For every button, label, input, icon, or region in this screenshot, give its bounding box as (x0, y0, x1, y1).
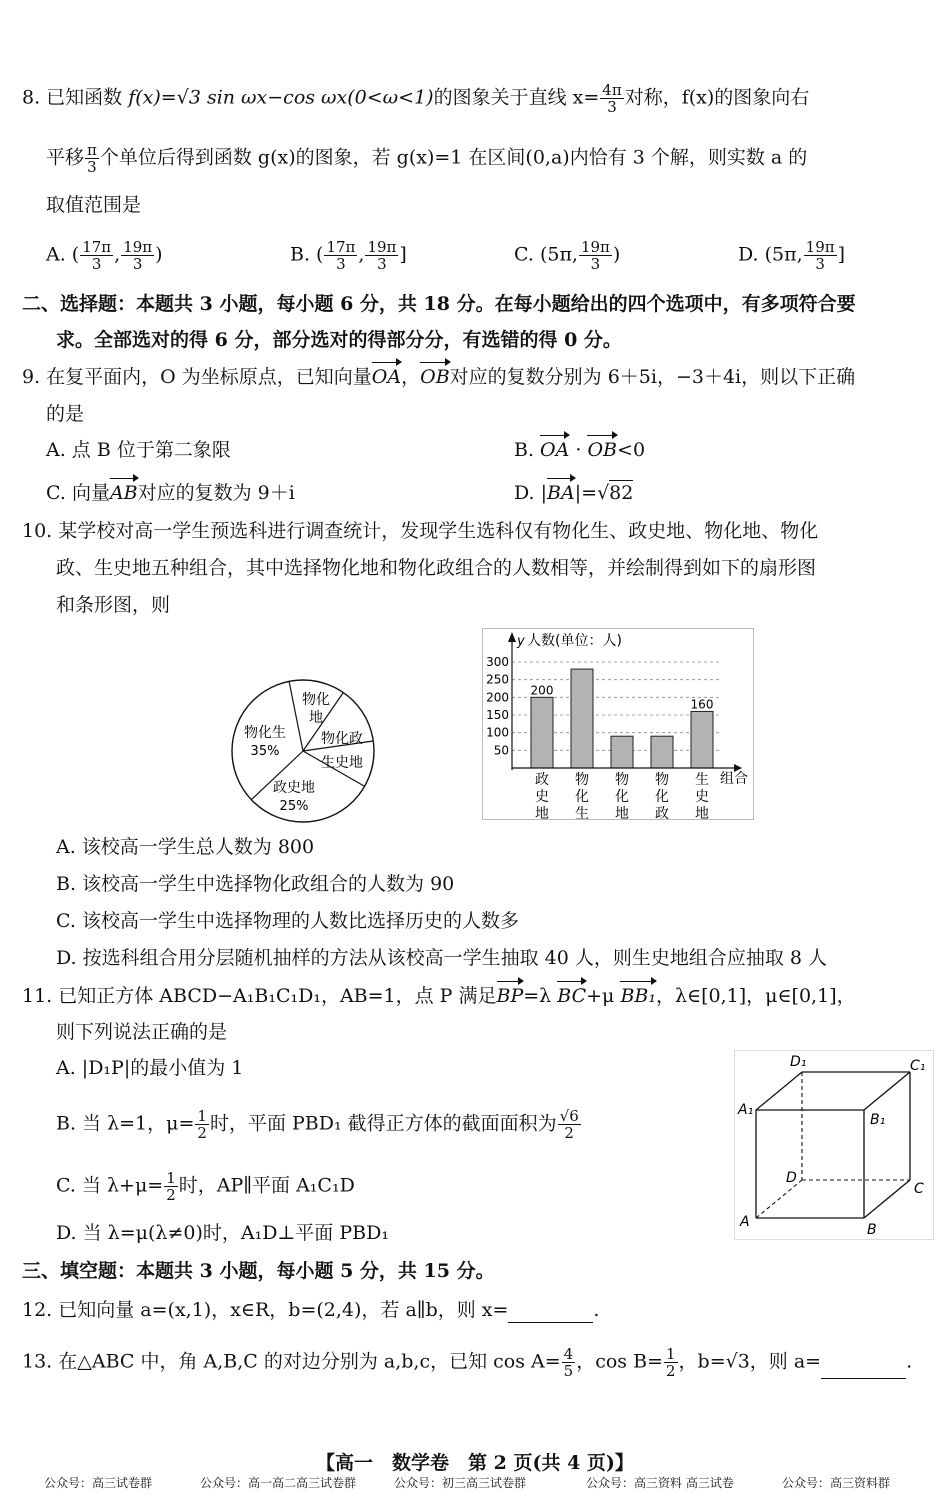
q8-text: 平移 (46, 146, 85, 169)
option-text: C. 当 λ+μ= (56, 1174, 164, 1197)
q8-text: 8. 已知函数 (22, 86, 129, 109)
q11-option-c[interactable] (56, 1170, 355, 1203)
chart-title: 人数(单位：人) (527, 633, 622, 649)
q9-option-d[interactable]: D. |BA|=√82 (514, 482, 634, 504)
q9-line2: 的是 (46, 403, 85, 425)
vertex-label: D₁ (790, 1054, 807, 1070)
vertex-label: A₁ (738, 1102, 754, 1118)
footer-ad: 公众号：高三资料群 (782, 1476, 891, 1490)
option-label: A. ( (46, 243, 80, 266)
fraction-den: 3 (590, 255, 601, 273)
vector-bb1: BB₁ (620, 985, 656, 1007)
fraction (324, 239, 357, 272)
pie-label: 政史地 (273, 780, 315, 796)
q10-option-b[interactable]: B. 该校高一学生中选择物化政组合的人数为 90 (56, 873, 455, 895)
fraction-num: π (87, 141, 97, 159)
fraction-num: 17π (326, 238, 356, 256)
bar (571, 669, 593, 768)
y-tick-label: 300 (486, 655, 509, 669)
q11-option-b[interactable] (56, 1108, 582, 1141)
fraction-den: 3 (91, 255, 102, 273)
pie-chart (228, 676, 378, 826)
q13-text: . (906, 1350, 913, 1373)
fraction-den: 3 (87, 158, 97, 176)
q10-line2: 政、生史地五种组合，其中选择物化地和物化政组合的人数相等，并绘制得到如下的扇形图 (56, 557, 817, 579)
vertex-label: B₁ (870, 1112, 886, 1128)
q8-text: 对称，f(x)的图象向右 (624, 86, 810, 109)
pie-label: 物化生 (244, 725, 286, 741)
option-text: |= (574, 482, 598, 504)
bar (611, 736, 633, 768)
q8-axis-fraction (600, 82, 623, 115)
q8-function: f(x)=√3 sin ωx−cos ωx(0<ω<1) (128, 86, 434, 109)
q11-option-a[interactable]: A. |D₁P|的最小值为 1 (56, 1057, 244, 1079)
q8-text: 个单位后得到函数 g(x)的图象，若 g(x)=1 在区间(0,a)内恰有 3 个解，则实数 a 的 (99, 146, 808, 169)
x-tick-label: 物化地 (615, 772, 629, 820)
fraction (664, 1346, 678, 1379)
fraction-num: 19π (805, 238, 835, 256)
fraction-num: 1 (665, 1345, 676, 1363)
pie-label: 物化政 (321, 731, 363, 747)
q12-answer-blank[interactable] (508, 1304, 593, 1323)
q9-option-b[interactable]: B. OA · OB<0 (514, 439, 646, 461)
q10-line3: 和条形图，则 (56, 594, 171, 616)
q9-line1: 9. 在复平面内，O 为坐标原点，已知向量OA，OB对应的复数分别为 6＋5i，−3＋4i，则以下正确 (22, 366, 856, 388)
option-label: D. | (514, 482, 548, 504)
fraction-num: 1 (197, 1107, 207, 1125)
vertex-label: C (914, 1181, 924, 1197)
fraction-num: 4 (563, 1345, 574, 1363)
q11-text: ，λ∈[0,1]，μ∈[0,1]， (656, 985, 856, 1007)
vector-bc: BC (557, 985, 587, 1007)
section3-heading: 三、填空题：本题共 3 小题，每小题 5 分，共 15 分。 (22, 1260, 495, 1282)
footer-ad: 公众号：高一高二高三试卷群 (200, 1476, 357, 1490)
q12-text: . (593, 1299, 600, 1321)
q11-line2: 则下列说法正确的是 (56, 1021, 228, 1043)
fraction-num: 19π (580, 238, 610, 256)
q10-option-c[interactable]: C. 该校高一学生中选择物理的人数比选择历史的人数多 (56, 910, 519, 932)
vector-bp: BP (496, 985, 524, 1007)
q8-text: 的图象关于直线 x= (433, 86, 600, 109)
fraction (558, 1108, 581, 1141)
option-text: <0 (617, 439, 646, 461)
section2-heading-cont: 求。全部选对的得 6 分，部分选对的得部分分，有选错的得 0 分。 (56, 329, 622, 351)
fraction-num: √6 (559, 1107, 579, 1125)
q9-option-a[interactable]: A. 点 B 位于第二象限 (46, 439, 231, 461)
q10-option-a[interactable]: A. 该校高一学生总人数为 800 (56, 836, 315, 858)
q11-line1 (22, 983, 856, 1009)
option-close: ) (155, 243, 163, 266)
q8-option-d[interactable] (738, 239, 845, 272)
sqrt-radicand: 82 (609, 482, 634, 504)
x-tick-label: 生史地 (695, 772, 709, 820)
bar (531, 697, 553, 768)
q8-option-a[interactable]: A. ( $\frac{17\pi}{3}$ , $\frac{19\pi}{3}$ ) (46, 238, 163, 273)
q10-line1: 10. 某学校对高一学生预选科进行调查统计，发现学生选科仅有物化生、政史地、物化地、物化 (22, 520, 819, 542)
vector-ab: AB (109, 482, 138, 504)
y-tick-label: 100 (486, 725, 509, 740)
fraction-num: 4π (602, 81, 622, 99)
y-tick-label: 250 (486, 672, 509, 687)
option-label: C. 向量 (46, 482, 110, 504)
vertex-label: D (786, 1170, 797, 1186)
fraction-den: 3 (336, 255, 346, 273)
q13-text: 13. 在△ABC 中，角 A,B,C 的对边分别为 a,b,c，已知 cos A= (22, 1350, 561, 1373)
pie-label: 地 (309, 710, 323, 726)
q8-option-b[interactable]: B. ( $\frac{17\pi}{3}$ , $\frac{19\pi}{3}$ ] (290, 238, 407, 273)
fraction-den: 3 (815, 255, 825, 273)
vector-oa: OA (371, 366, 402, 388)
option-label: D. (5π, (738, 243, 803, 266)
bar-chart (482, 628, 754, 820)
fraction (121, 239, 154, 272)
q8-line2 (46, 142, 807, 175)
q13-line (22, 1346, 912, 1379)
bar (651, 736, 673, 768)
chart-ylabel: y (517, 634, 525, 649)
footer-ad: 公众号：高三资料 高三试卷 (586, 1476, 734, 1490)
option-text: 时，AP∥平面 A₁C₁D (178, 1174, 355, 1197)
q11-text: 11. 已知正方体 ABCD−A₁B₁C₁D₁，AB=1，点 P 满足 (22, 985, 497, 1007)
q12-text: 12. 已知向量 a=(x,1)，x∈R，b=(2,4)，若 a∥b，则 x= (22, 1299, 509, 1321)
q13-text: ，b=√3，则 a= (678, 1350, 822, 1373)
option-label: C. (5π, (514, 243, 578, 266)
y-tick-label: 200 (486, 690, 509, 705)
x-tick-label: 政史地 (535, 772, 549, 820)
section2-heading: 二、选择题：本题共 3 小题，每小题 6 分，共 18 分。在每小题给出的四个选项中，有多项符合要 (22, 293, 856, 315)
page-footer-title: 【高一 数学卷 第 2 页(共 4 页)】 (316, 1452, 634, 1474)
footer-ad: 公众号：初三高三试卷群 (394, 1476, 527, 1490)
q9-text: 对应的复数分别为 6＋5i，−3＋4i，则以下正确 (449, 366, 856, 388)
fraction-den: 3 (132, 255, 143, 273)
vertex-label: C₁ (910, 1058, 926, 1074)
option-label: B. (514, 439, 541, 461)
pie-label: 物化 (302, 692, 330, 708)
fraction (164, 1170, 178, 1203)
fraction-den: 3 (607, 98, 617, 116)
fraction (80, 239, 113, 272)
q11-option-d[interactable]: D. 当 λ=μ(λ≠0)时，A₁D⊥平面 PBD₁ (56, 1222, 389, 1244)
x-tick-label: 物化生 (575, 772, 589, 820)
option-text: 对应的复数为 9＋i (137, 482, 295, 504)
q12-line (22, 1297, 599, 1323)
q8-shift-fraction (85, 142, 99, 175)
q8-option-c[interactable] (514, 239, 620, 272)
q11-text: +μ (586, 985, 615, 1007)
q9-option-c[interactable] (46, 480, 295, 506)
chart-xlabel: 组合 (720, 771, 748, 787)
vertex-label: B (867, 1222, 877, 1238)
vector-ba: BA (547, 482, 575, 504)
option-text: B. 当 λ=1，μ= (56, 1112, 195, 1135)
y-tick-label: 50 (493, 743, 509, 758)
fraction-den: 2 (166, 1186, 176, 1204)
vector-ob: OB (587, 439, 618, 461)
bar (691, 711, 713, 768)
option-close: ] (399, 243, 407, 266)
fraction-num: 19π (123, 238, 153, 256)
footer-ad: 公众号：高三试卷群 (44, 1476, 153, 1490)
fraction-den: 3 (377, 255, 387, 273)
option-label: B. ( (290, 243, 324, 266)
bar-data-label: 200 (530, 683, 554, 698)
bar-data-label: 160 (690, 697, 714, 712)
x-tick-label: 物化政 (655, 772, 669, 820)
q9-text: 9. 在复平面内，O 为坐标原点，已知向量 (22, 366, 372, 388)
fraction-den: 2 (665, 1362, 676, 1380)
option-close: ] (837, 243, 846, 266)
pie-label: 25% (279, 799, 309, 814)
vertex-label: A (740, 1214, 750, 1230)
option-close: ) (612, 243, 621, 266)
pie-label: 生史地 (321, 755, 363, 771)
pie-label: 35% (250, 744, 280, 759)
cube-figure (734, 1050, 934, 1240)
option-text: 时，平面 PBD₁ 截得正方体的截面面积为 (209, 1112, 557, 1135)
fraction (365, 239, 398, 272)
q8-line1 (22, 82, 809, 115)
fraction-den: 2 (197, 1124, 207, 1142)
fraction-den: 2 (564, 1124, 574, 1142)
fraction (195, 1108, 209, 1141)
q8-line3: 取值范围是 (46, 194, 142, 216)
fraction-num: 17π (82, 238, 112, 256)
fraction (579, 239, 612, 272)
fraction-den: 5 (563, 1362, 574, 1380)
fraction (804, 239, 837, 272)
q10-option-d[interactable]: D. 按选科组合用分层随机抽样的方法从该校高一学生抽取 40 人，则生史地组合应抽取 8 人 (56, 947, 828, 969)
fraction-num: 19π (367, 238, 397, 256)
q13-answer-blank[interactable] (821, 1360, 906, 1379)
y-tick-label: 150 (486, 708, 509, 722)
q13-text: ，cos B= (576, 1350, 663, 1373)
q11-text: =λ (523, 985, 552, 1007)
fraction-num: 1 (166, 1169, 176, 1187)
fraction (562, 1346, 576, 1379)
vector-ob: OB (420, 366, 450, 388)
vector-oa: OA (540, 439, 570, 461)
